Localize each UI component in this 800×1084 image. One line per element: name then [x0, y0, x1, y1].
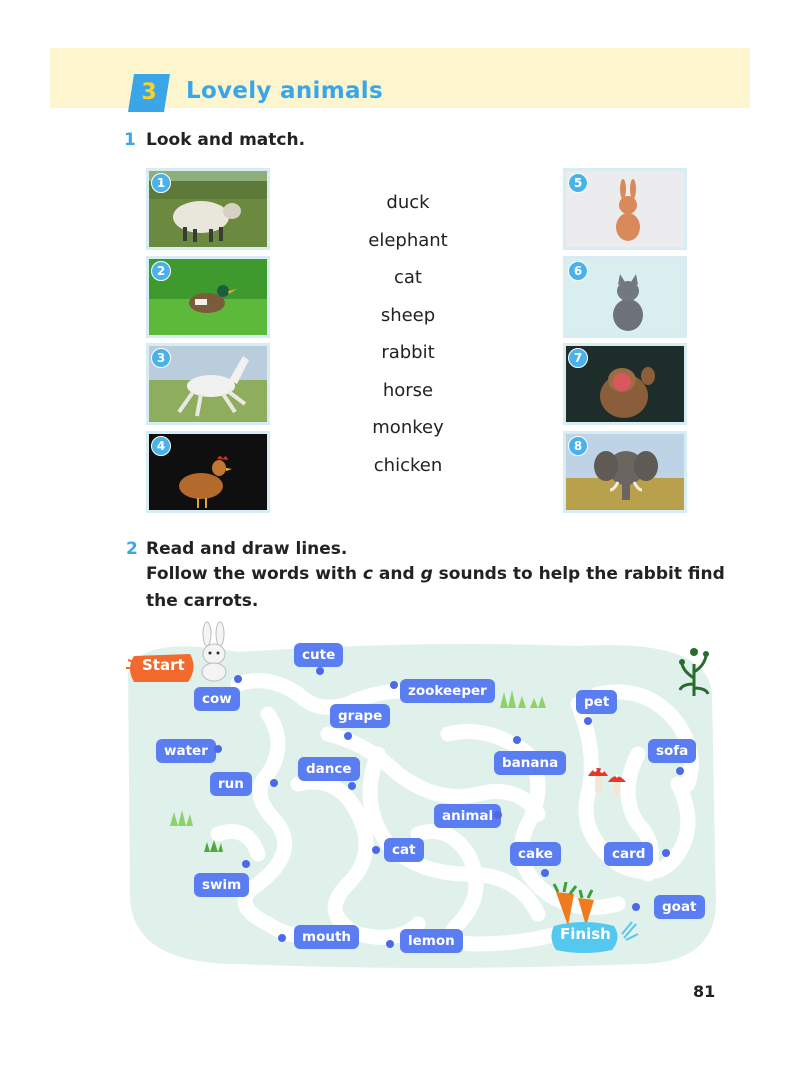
match-word: elephant	[368, 229, 448, 251]
mushroom-icon	[584, 760, 630, 800]
plant-icon	[676, 644, 712, 698]
photo-sheep	[146, 168, 270, 250]
match-word: chicken	[373, 454, 443, 476]
match-word: monkey	[372, 417, 444, 438]
maze-dot[interactable]	[372, 846, 380, 854]
rabbit-icon	[196, 620, 232, 682]
maze-word-lemon[interactable]: lemon	[400, 929, 463, 953]
maze-word-swim[interactable]: swim	[194, 873, 249, 897]
maze-word-run[interactable]: run	[210, 772, 252, 796]
maze-dot[interactable]	[584, 717, 592, 725]
section-1-number: 1	[124, 130, 136, 150]
maze-dot[interactable]	[541, 869, 549, 877]
grass-icon	[496, 688, 552, 710]
match-word: horse	[382, 379, 434, 401]
maze-dot[interactable]	[494, 811, 502, 819]
unit-number-badge	[128, 74, 170, 112]
description-text: and	[372, 564, 421, 584]
maze-dot[interactable]	[214, 745, 222, 753]
match-word: duck	[386, 192, 430, 213]
maze-word-zookeeper[interactable]: zookeeper	[400, 679, 495, 703]
photo-chicken	[146, 431, 270, 513]
start-label: Start	[142, 656, 185, 674]
finish-label: Finish	[560, 925, 611, 943]
maze-dot[interactable]	[270, 779, 278, 787]
maze-word-sofa[interactable]: sofa	[648, 739, 696, 763]
photo-cat	[563, 256, 687, 338]
section-2-number: 2	[126, 539, 138, 559]
maze-dot[interactable]	[513, 736, 521, 744]
maze-dot[interactable]	[316, 667, 324, 675]
photo-number-badge: 5	[568, 173, 588, 193]
maze-word-dance[interactable]: dance	[298, 757, 360, 781]
maze-word-card[interactable]: card	[604, 842, 653, 866]
maze-word-pet[interactable]: pet	[576, 690, 617, 714]
maze-word-cute[interactable]: cute	[294, 643, 343, 667]
maze-dot[interactable]	[632, 903, 640, 911]
photo-elephant	[563, 431, 687, 513]
section-2-description	[146, 561, 746, 615]
maze-dot[interactable]	[234, 675, 242, 683]
photo-monkey	[563, 343, 687, 425]
description-text: Follow the words with	[146, 564, 363, 584]
maze-word-goat[interactable]: goat	[654, 895, 705, 919]
photo-number-badge: 6	[568, 261, 588, 281]
photo-number-badge: 3	[151, 348, 171, 368]
finish-spark-icon	[620, 920, 640, 942]
match-word-list	[340, 190, 476, 490]
maze-word-mouth[interactable]: mouth	[294, 925, 359, 949]
photo-duck	[146, 256, 270, 338]
page-number: 81	[693, 982, 716, 1001]
maze-word-grape[interactable]: grape	[330, 704, 390, 728]
grass-icon	[202, 840, 224, 854]
grass-icon	[168, 808, 194, 828]
maze-word-water[interactable]: water	[156, 739, 216, 763]
match-word: rabbit	[381, 342, 435, 363]
maze-dot[interactable]	[344, 732, 352, 740]
description-text: the carrots.	[146, 591, 259, 611]
section-1-instruction: Look and match.	[146, 130, 306, 150]
maze-word-cake[interactable]: cake	[510, 842, 561, 866]
photo-number-badge: 1	[151, 173, 171, 193]
maze-dot[interactable]	[676, 767, 684, 775]
photo-number-badge: 7	[568, 348, 588, 368]
description-text: sounds to help the rabbit find	[432, 564, 725, 584]
maze-word-animal[interactable]: animal	[434, 804, 501, 828]
maze-word-cow[interactable]: cow	[194, 687, 240, 711]
maze-dot[interactable]	[278, 934, 286, 942]
photo-number-badge: 4	[151, 436, 171, 456]
section-2-instruction: Read and draw lines.	[146, 539, 348, 559]
maze-word-banana[interactable]: banana	[494, 751, 566, 775]
photo-horse	[146, 343, 270, 425]
unit-title: Lovely animals	[186, 78, 383, 104]
maze-dot[interactable]	[386, 940, 394, 948]
letter-g: g	[420, 564, 433, 584]
photo-number-badge: 8	[568, 436, 588, 456]
match-word: cat	[394, 267, 422, 288]
photo-number-badge: 2	[151, 261, 171, 281]
maze-dot[interactable]	[242, 860, 250, 868]
unit-number: 3	[141, 80, 157, 105]
maze-dot[interactable]	[348, 782, 356, 790]
maze-word-cat[interactable]: cat	[384, 838, 424, 862]
photo-rabbit	[563, 168, 687, 250]
letter-c: c	[362, 564, 373, 584]
maze-dot[interactable]	[390, 681, 398, 689]
match-word: sheep	[380, 304, 436, 326]
maze-dot[interactable]	[662, 849, 670, 857]
